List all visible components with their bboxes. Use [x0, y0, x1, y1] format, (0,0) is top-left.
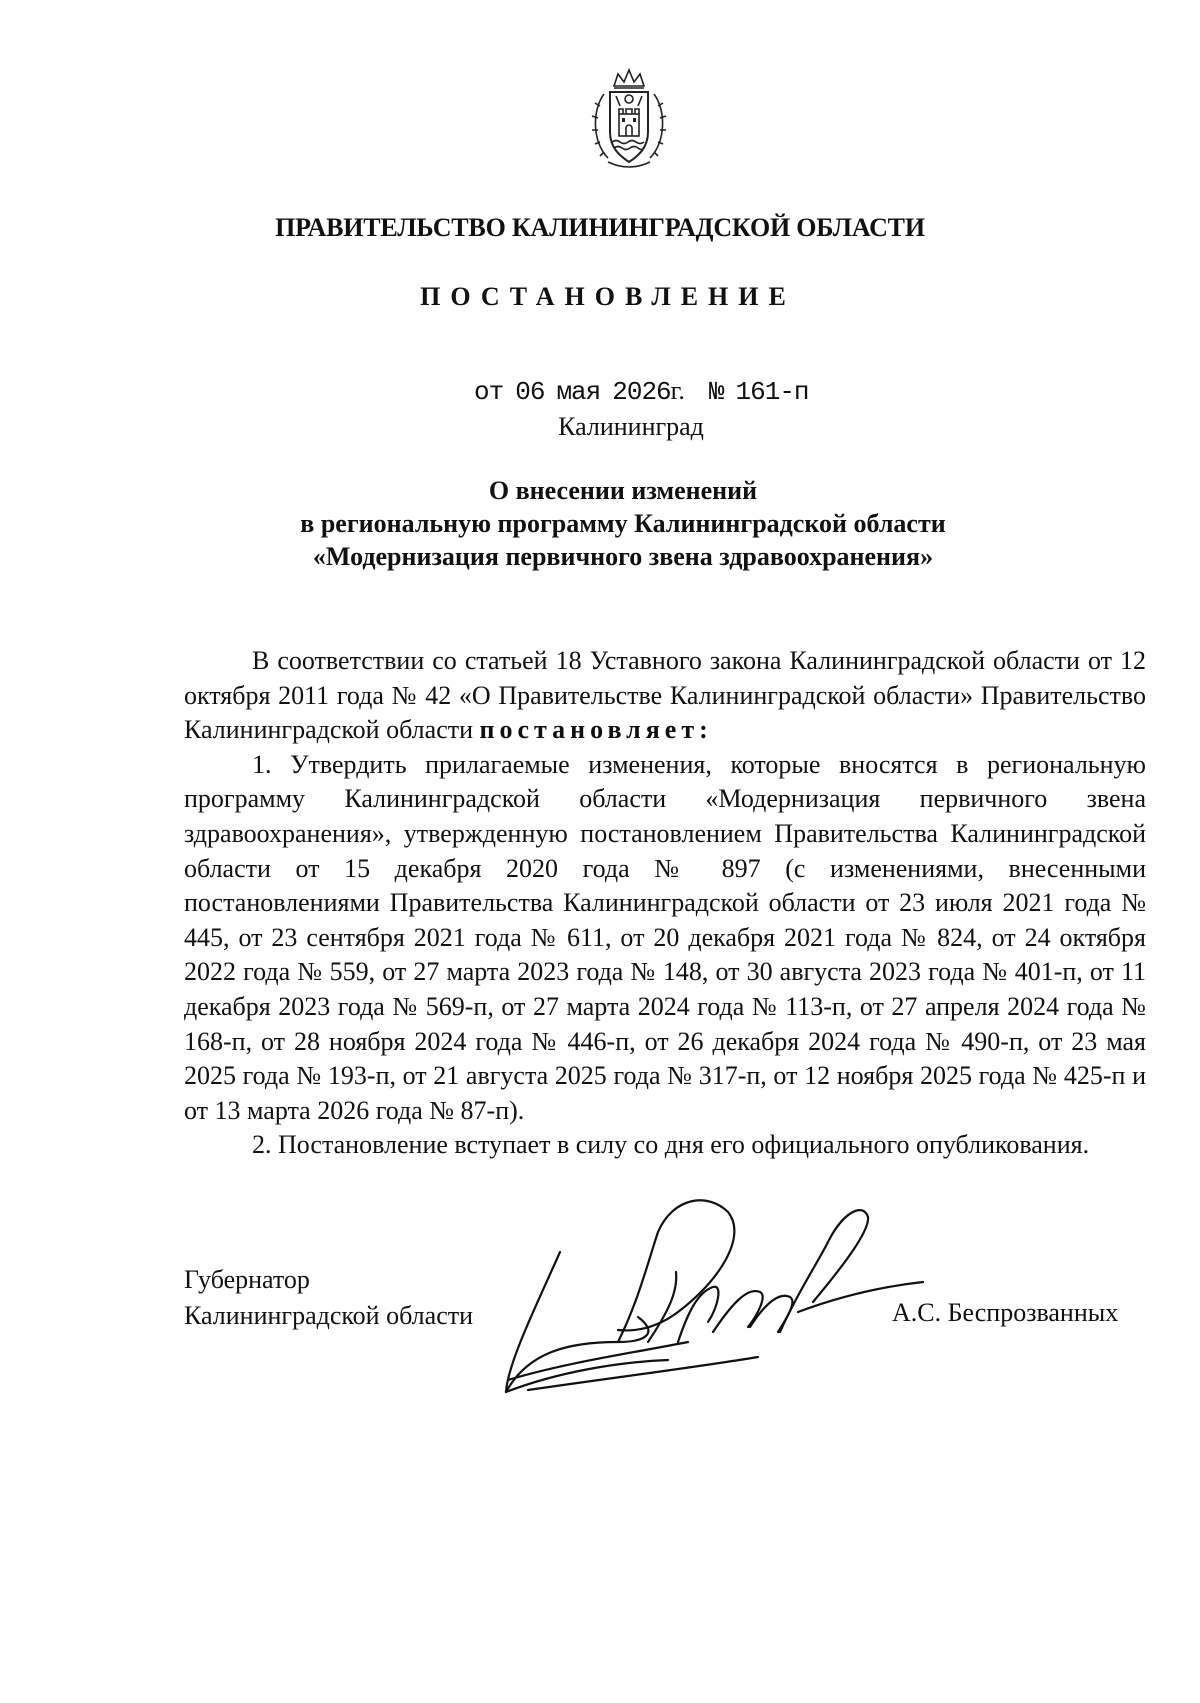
role-line-2: Калининградской области: [184, 1301, 474, 1330]
subject-line-2: в региональную программу Калининградской области: [300, 509, 946, 538]
coat-of-arms-icon: [586, 66, 672, 170]
government-name: ПРАВИТЕЛЬСТВО КАЛИНИНГРАДСКОЙ ОБЛАСТИ: [275, 213, 925, 242]
role-line-1: Губернатор: [184, 1265, 310, 1294]
date-month: мая: [556, 377, 601, 407]
date-day: 06: [515, 377, 545, 407]
document-subject: [0, 474, 1200, 573]
subject-line-3: «Модернизация первичного звена здравоохранения»: [312, 542, 934, 571]
preamble-text: В соответствии со статьей 18 Уставного закона Калининградской области от 12 октября 2011 года № 42 «О Правительстве Калининградской области» Правительство Калининградской области: [184, 646, 1146, 745]
date-prefix: от: [474, 377, 504, 407]
document-body: [184, 644, 1146, 1163]
preamble-paragraph: [184, 644, 1146, 748]
date-year: 2026: [612, 377, 671, 407]
decree-word: постановляет:: [479, 715, 713, 745]
city: Калининград: [558, 412, 704, 441]
signatory-name: А.С. Беспрозванных: [892, 1298, 1119, 1327]
signatory-role: [184, 1262, 473, 1334]
document-number: 161-п: [735, 377, 809, 407]
subject-line-1: О внесении изменений: [488, 476, 758, 505]
document-date-number: [474, 376, 809, 407]
document-type: ПОСТАНОВЛЕНИЕ: [420, 282, 796, 311]
item-1-paragraph: 1. Утвердить прилагаемые изменения, которые вносятся в региональную программу Калининградской области «Модернизация первичного звена здравоохранения», утвержденную постановлением Правительства Калининградской области от 15 декабря 2020 года № 897 (с изменениями, внесенными постановлениями Правительства Калининградской области от 23 июля 2021 года № 445, от 23 сентября 2021 года № 611, от 20 декабря 2021 года № 824, от 24 октября 2022 года № 559, от 27 марта 2023 года № 148, от 30 августа 2023 года № 401-п, от 11 декабря 2023 года № 569-п, от 27 марта 2024 года № 113-п, от 27 апреля 2024 года № 168-п, от 28 ноября 2024 года № 446-п, от 26 декабря 2024 года № 490-п, от 23 мая 2025 года № 193-п, от 21 августа 2025 года № 317-п, от 12 ноября 2025 года № 425-п и от 13 марта 2026 года № 87-п).: [184, 749, 1146, 1125]
year-suffix: г.: [670, 376, 685, 405]
item-2-paragraph: 2. Постановление вступает в силу со дня его официального опубликования.: [252, 1130, 1090, 1160]
handwritten-signature: [498, 1192, 928, 1412]
number-sign: №: [708, 377, 724, 407]
